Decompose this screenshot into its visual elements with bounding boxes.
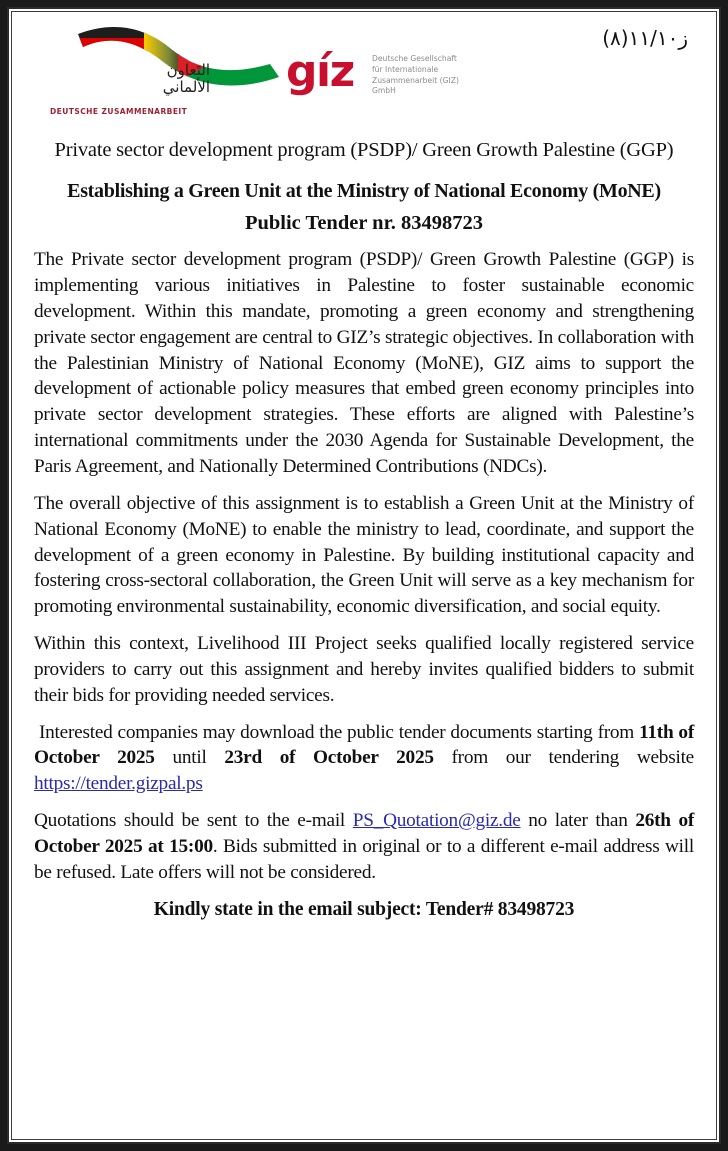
paragraph-invitation: Within this context, Livelihood III Project seeks qualified locally registered service providers to carry out this assignment and hereby invites qualified bidders to submit their bids for providing needed services.: [34, 633, 694, 706]
program-title: Private sector development program (PSDP)/ Green Growth Palestine (GGP): [54, 139, 674, 161]
german-cooperation-logo: [38, 22, 458, 130]
paragraph-download: [34, 720, 694, 798]
tender-number-title: Public Tender nr. 83498723: [244, 211, 484, 234]
quotation-email-link[interactable]: PS_Quotation@giz.de: [352, 810, 521, 832]
download-text-2: until: [154, 747, 225, 769]
email-subject-note: Kindly state in the email subject: Tender# 83498723: [153, 898, 575, 920]
paragraph-background: The Private sector development program (PSDP)/ Green Growth Palestine (GGP) is implementing various initiatives in Palestine to foster sustainable economic development. Within this mandate, promoting a green economy and strengthening private sector engagement are central to GIZ’s strategic objectives. In collaboration with the Palestinian Ministry of National Economy (MoNE), GIZ aims to support the development of actionable policy measures that embed green economy principles into private sector development strategies. These efforts are aligned with Palestine’s international commitments under the 2030 Agenda for Sustainable Development, the Paris Agreement, and Nationally Determined Contributions (NDCs).: [34, 249, 694, 478]
giz-subtitle: [372, 54, 482, 97]
giz-subtitle-line2: für Internationale: [372, 64, 439, 74]
tender-end-date: 23rd of October 2025: [224, 747, 434, 769]
giz-wordmark: gíz: [286, 46, 354, 97]
download-text-3: from our tendering website: [433, 747, 694, 769]
cooperation-german-text: DEUTSCHE ZUSAMMENARBEIT: [50, 107, 188, 116]
quotations-text-3: . Bids submitted in original or to a different e-mail address will be refused. Late offers will not be considered.: [34, 835, 695, 883]
submission-deadline: 26th of October 2025 at 15:00: [34, 810, 695, 857]
reference-number: ز١١/١٠(٨): [602, 26, 688, 50]
document-header: [34, 20, 694, 132]
download-text-1: Interested companies may download the public tender documents starting from: [39, 721, 640, 743]
cooperation-arabic-text: [50, 62, 210, 96]
cooperation-arabic-line1: التَعاون: [166, 61, 210, 79]
giz-subtitle-line1: Deutsche Gesellschaft: [372, 54, 457, 63]
tender-website-link[interactable]: https://tender.gizpal.ps: [34, 773, 203, 795]
giz-logo: [286, 46, 461, 106]
paragraph-objective: The overall objective of this assignment is to establish a Green Unit at the Ministry of National Economy (MoNE) to enable the ministry to lead, coordinate, and support the development of a green economy in Palestine. By building institutional capacity and fostering cross-sectoral collaboration, the Green Unit will serve as a key mechanism for promoting environmental sustainability, economic diversification, and social equity.: [34, 492, 694, 618]
quotations-text-2: no later than: [520, 810, 636, 832]
document-content: [14, 14, 714, 1137]
assignment-title: Establishing a Green Unit at the Ministry of National Economy (MoNE): [67, 179, 661, 202]
cooperation-arabic-line2: الألماني: [162, 77, 210, 96]
tender-start-date: 11th of October 2025: [34, 721, 694, 769]
giz-subtitle-line3: Zusammenarbeit (GIZ) GmbH: [372, 75, 459, 96]
paragraph-quotations: [34, 808, 694, 886]
quotations-text-1: Quotations should be sent to the e-mail: [34, 810, 353, 832]
